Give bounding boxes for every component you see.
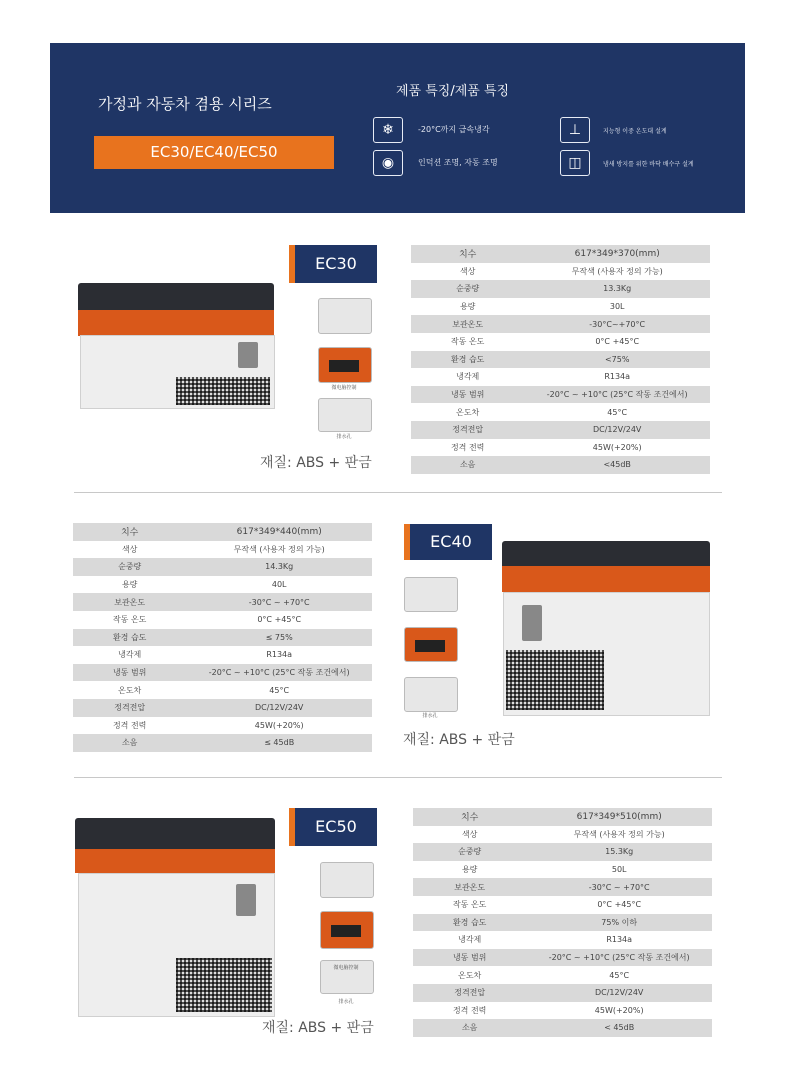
thumbnail-control-panel <box>318 347 372 383</box>
spec-key: 소음 <box>73 734 186 752</box>
spec-table-ec50 <box>413 808 712 1037</box>
spec-value: DC/12V/24V <box>186 699 372 717</box>
thumbnail-label: 微电脑控制 <box>331 385 357 391</box>
table-row <box>73 558 372 576</box>
spec-value: 40L <box>186 576 372 594</box>
table-row <box>73 646 372 664</box>
table-row <box>411 298 710 316</box>
spec-value: 30L <box>524 298 710 316</box>
table-row <box>413 1002 712 1020</box>
spec-value: -30°C ~ +70°C <box>526 878 712 896</box>
table-row <box>413 843 712 861</box>
model-label-ec40: EC40 <box>404 524 492 560</box>
features-title: 제품 특징/제품 특징 <box>396 84 510 99</box>
spec-value: R134a <box>524 368 710 386</box>
spec-key: 색상 <box>73 541 186 559</box>
spec-key: 정격 전력 <box>73 717 186 735</box>
spec-key: 온도차 <box>413 966 526 984</box>
spec-value: 15.3Kg <box>526 843 712 861</box>
spec-value: 50L <box>526 861 712 879</box>
material-text: 재질: ABS + 판금 <box>262 1020 374 1036</box>
table-row <box>411 439 710 457</box>
vent-icon: ◫ <box>560 150 590 176</box>
spec-value: 13.3Kg <box>524 280 710 298</box>
spec-value: -20°C ~ +10°C (25°C 작동 조건에서) <box>524 386 710 404</box>
spec-key: 치수 <box>411 245 524 263</box>
table-row <box>73 664 372 682</box>
spec-key: 순중량 <box>73 558 186 576</box>
material-text: 재질: ABS + 판금 <box>403 732 515 748</box>
table-row <box>411 333 710 351</box>
table-row <box>411 421 710 439</box>
spec-key: 보관온도 <box>411 315 524 333</box>
thumbnail-label: 排水孔 <box>338 999 354 1005</box>
spec-value: R134a <box>526 931 712 949</box>
spec-value: R134a <box>186 646 372 664</box>
spec-value: <45dB <box>524 456 710 474</box>
spec-value: ≤ 75% <box>186 629 372 647</box>
spec-value: 무작색 (사용자 정의 가능) <box>526 826 712 844</box>
thumbnail-label: 微电脑控制 <box>333 965 359 971</box>
table-row <box>73 523 372 541</box>
spec-key: 정격전압 <box>413 984 526 1002</box>
spec-key: 온도차 <box>411 403 524 421</box>
table-row <box>411 351 710 369</box>
table-row <box>73 611 372 629</box>
feature-text: -20°C까지 급속냉각 <box>418 125 490 134</box>
spec-value: 617*349*510(mm) <box>526 808 712 826</box>
spec-key: 소음 <box>413 1019 526 1037</box>
spec-value: <75% <box>524 351 710 369</box>
spec-key: 색상 <box>411 263 524 281</box>
thumbnail-control-panel <box>404 627 458 662</box>
spec-table-ec30 <box>411 245 710 474</box>
spec-key: 온도차 <box>73 681 186 699</box>
spec-value: 무작색 (사용자 정의 가능) <box>186 541 372 559</box>
table-row <box>413 826 712 844</box>
thumbnail-interior <box>320 862 374 898</box>
spec-value: 0°C +45°C <box>186 611 372 629</box>
thermometer-icon: ⊥ <box>560 117 590 143</box>
table-row <box>413 896 712 914</box>
spec-key: 환경 습도 <box>413 914 526 932</box>
model-list-strip: EC30/EC40/EC50 <box>94 136 334 169</box>
spec-key: 냉동 범위 <box>411 386 524 404</box>
table-row <box>73 734 372 752</box>
spec-value: 617*349*440(mm) <box>186 523 372 541</box>
spec-value: 45W(+20%) <box>524 439 710 457</box>
table-row <box>73 576 372 594</box>
spec-key: 보관온도 <box>413 878 526 896</box>
spec-value: 617*349*370(mm) <box>524 245 710 263</box>
table-row <box>73 699 372 717</box>
section-divider <box>74 777 722 778</box>
spec-key: 환경 습도 <box>411 351 524 369</box>
thumbnail-control-panel <box>320 911 374 949</box>
table-row <box>411 263 710 281</box>
table-row <box>411 315 710 333</box>
table-row <box>413 808 712 826</box>
feature-text: 인덕션 조명, 자동 조명 <box>418 158 498 167</box>
spec-value: ≤ 45dB <box>186 734 372 752</box>
spec-value: 45°C <box>526 966 712 984</box>
spec-key: 소음 <box>411 456 524 474</box>
table-row <box>411 386 710 404</box>
spec-key: 순중량 <box>411 280 524 298</box>
spec-key: 치수 <box>413 808 526 826</box>
table-row <box>73 593 372 611</box>
model-label-ec30: EC30 <box>289 245 377 283</box>
spec-key: 냉각제 <box>73 646 186 664</box>
spec-key: 용량 <box>413 861 526 879</box>
table-row <box>413 931 712 949</box>
thumbnail-drain <box>404 677 458 712</box>
thumbnail-interior <box>318 298 372 334</box>
spec-value: -30°C ~ +70°C <box>186 593 372 611</box>
table-row <box>73 717 372 735</box>
feature-text: 냄새 방지를 위한 바닥 배수구 설계 <box>603 161 694 168</box>
spec-value: 14.3Kg <box>186 558 372 576</box>
spec-value: 45W(+20%) <box>526 1002 712 1020</box>
spec-key: 냉동 범위 <box>413 949 526 967</box>
thumbnail-label: 排水孔 <box>422 713 438 719</box>
spec-value: 0°C +45°C <box>526 896 712 914</box>
table-row <box>411 245 710 263</box>
spec-value: -30°C~+70°C <box>524 315 710 333</box>
table-row <box>413 861 712 879</box>
spec-value: -20°C ~ +10°C (25°C 작동 조건에서) <box>526 949 712 967</box>
spec-key: 정격 전력 <box>411 439 524 457</box>
spec-key: 순중량 <box>413 843 526 861</box>
spec-value: < 45dB <box>526 1019 712 1037</box>
spec-value: 45°C <box>186 681 372 699</box>
spec-key: 작동 온도 <box>411 333 524 351</box>
spec-key: 환경 습도 <box>73 629 186 647</box>
table-row <box>411 280 710 298</box>
snowflake-icon: ❄ <box>373 117 403 143</box>
spec-key: 치수 <box>73 523 186 541</box>
table-row <box>411 368 710 386</box>
spec-key: 정격전압 <box>411 421 524 439</box>
model-label-ec50: EC50 <box>289 808 377 846</box>
spec-value: 0°C +45°C <box>524 333 710 351</box>
spec-value: 45°C <box>524 403 710 421</box>
table-row <box>73 541 372 559</box>
table-row <box>413 966 712 984</box>
spec-key: 정격 전력 <box>413 1002 526 1020</box>
spec-key: 작동 온도 <box>413 896 526 914</box>
spec-value: DC/12V/24V <box>526 984 712 1002</box>
spec-value: DC/12V/24V <box>524 421 710 439</box>
section-divider <box>74 492 722 493</box>
thumbnail-interior <box>404 577 458 612</box>
spec-key: 작동 온도 <box>73 611 186 629</box>
spec-key: 색상 <box>413 826 526 844</box>
spec-key: 보관온도 <box>73 593 186 611</box>
spec-value: 무작색 (사용자 정의 가능) <box>524 263 710 281</box>
table-row <box>73 629 372 647</box>
series-title: 가정과 자동차 겸용 시리즈 <box>98 95 272 113</box>
table-row <box>411 456 710 474</box>
spec-table-ec40 <box>73 523 372 752</box>
spec-key: 정격전압 <box>73 699 186 717</box>
lightbulb-icon: ◉ <box>373 150 403 176</box>
spec-key: 용량 <box>73 576 186 594</box>
spec-value: -20°C ~ +10°C (25°C 작동 조건에서) <box>186 664 372 682</box>
spec-key: 용량 <box>411 298 524 316</box>
table-row <box>411 403 710 421</box>
spec-value: 45W(+20%) <box>186 717 372 735</box>
spec-key: 냉각제 <box>413 931 526 949</box>
table-row <box>413 984 712 1002</box>
table-row <box>413 878 712 896</box>
table-row <box>73 681 372 699</box>
material-text: 재질: ABS + 판금 <box>260 455 372 471</box>
spec-value: 75% 이하 <box>526 914 712 932</box>
thumbnail-drain <box>318 398 372 432</box>
table-row <box>413 1019 712 1037</box>
table-row <box>413 914 712 932</box>
spec-key: 냉각제 <box>411 368 524 386</box>
feature-text: 지능형 이중 온도대 설계 <box>603 128 667 135</box>
table-row <box>413 949 712 967</box>
spec-key: 냉동 범위 <box>73 664 186 682</box>
thumbnail-label: 排水孔 <box>336 434 352 440</box>
